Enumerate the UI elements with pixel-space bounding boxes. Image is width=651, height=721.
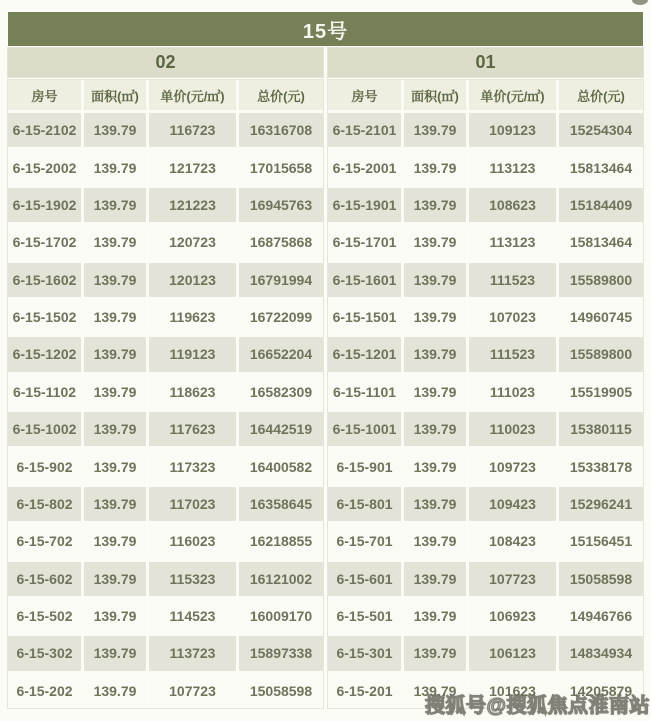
total-price-cell: 16316708 xyxy=(239,113,323,147)
room-cell: 6-15-1702 xyxy=(8,225,81,259)
unit-price-cell: 109723 xyxy=(469,449,556,483)
area-cell: 139.79 xyxy=(84,674,146,708)
room-cell: 6-15-1101 xyxy=(328,375,401,409)
area-cell: 139.79 xyxy=(404,562,466,596)
room-cell: 6-15-2001 xyxy=(328,150,401,184)
unit-price-cell: 117323 xyxy=(149,449,236,483)
unit-price-cell: 117623 xyxy=(149,412,236,446)
total-price-cell: 15296241 xyxy=(559,487,643,521)
sohu-watermark: 搜狐号@搜狐焦点淮南站 xyxy=(424,695,650,717)
unit-01-section xyxy=(328,48,643,708)
total-price-cell: 16652204 xyxy=(239,337,323,371)
room-cell: 6-15-1002 xyxy=(8,412,81,446)
column-header: 总价(元) xyxy=(239,80,323,110)
area-cell: 139.79 xyxy=(84,562,146,596)
total-price-cell: 14946766 xyxy=(559,599,643,633)
unit-price-cell: 115323 xyxy=(149,562,236,596)
table-halves xyxy=(8,48,643,708)
total-price-cell: 14960745 xyxy=(559,300,643,334)
total-price-cell: 16582309 xyxy=(239,375,323,409)
room-cell: 6-15-1601 xyxy=(328,263,401,297)
column-header: 总价(元) xyxy=(559,80,643,110)
area-cell: 139.79 xyxy=(404,524,466,558)
room-cell: 6-15-2102 xyxy=(8,113,81,147)
section-header-02: 02 xyxy=(8,48,323,77)
area-cell: 139.79 xyxy=(84,300,146,334)
unit-price-cell: 117023 xyxy=(149,487,236,521)
area-cell: 139.79 xyxy=(84,449,146,483)
area-cell: 139.79 xyxy=(84,188,146,222)
total-price-cell: 16945763 xyxy=(239,188,323,222)
area-cell: 139.79 xyxy=(84,524,146,558)
area-cell: 139.79 xyxy=(84,225,146,259)
column-header: 单价(元/㎡) xyxy=(469,80,556,110)
area-cell: 139.79 xyxy=(84,337,146,371)
unit-price-cell: 111523 xyxy=(469,263,556,297)
room-cell: 6-15-901 xyxy=(328,449,401,483)
unit-price-cell: 107723 xyxy=(469,562,556,596)
total-price-cell: 16218855 xyxy=(239,524,323,558)
total-price-cell: 14834934 xyxy=(559,636,643,670)
unit-price-cell: 119623 xyxy=(149,300,236,334)
room-cell: 6-15-201 xyxy=(328,674,401,708)
total-price-cell: 15519905 xyxy=(559,375,643,409)
area-cell: 139.79 xyxy=(84,375,146,409)
area-cell: 139.79 xyxy=(404,300,466,334)
total-price-cell: 17015658 xyxy=(239,150,323,184)
area-cell: 139.79 xyxy=(84,636,146,670)
section-header-01: 01 xyxy=(328,48,643,77)
area-cell: 139.79 xyxy=(84,412,146,446)
unit-price-cell: 116723 xyxy=(149,113,236,147)
watermark-fragment xyxy=(632,0,648,5)
unit-price-cell: 118623 xyxy=(149,375,236,409)
total-price-cell: 15058598 xyxy=(239,674,323,708)
unit-price-cell: 116023 xyxy=(149,524,236,558)
total-price-cell: 15338178 xyxy=(559,449,643,483)
area-cell: 139.79 xyxy=(404,487,466,521)
price-table xyxy=(8,12,643,708)
column-header: 面积(㎡) xyxy=(84,80,146,110)
room-cell: 6-15-1902 xyxy=(8,188,81,222)
total-price-cell: 15156451 xyxy=(559,524,643,558)
total-price-cell: 15058598 xyxy=(559,562,643,596)
total-price-cell: 15589800 xyxy=(559,337,643,371)
area-cell: 139.79 xyxy=(404,636,466,670)
total-price-cell: 15813464 xyxy=(559,225,643,259)
room-cell: 6-15-2002 xyxy=(8,150,81,184)
total-price-cell: 15813464 xyxy=(559,150,643,184)
unit-01-grid xyxy=(328,80,643,708)
unit-price-cell: 120723 xyxy=(149,225,236,259)
room-cell: 6-15-702 xyxy=(8,524,81,558)
unit-price-cell: 110023 xyxy=(469,412,556,446)
unit-price-cell: 120123 xyxy=(149,263,236,297)
unit-02-section xyxy=(8,48,323,708)
total-price-cell: 15589800 xyxy=(559,263,643,297)
unit-price-cell: 107723 xyxy=(149,674,236,708)
area-cell: 139.79 xyxy=(84,150,146,184)
room-cell: 6-15-802 xyxy=(8,487,81,521)
column-header: 面积(㎡) xyxy=(404,80,466,110)
unit-price-cell: 106923 xyxy=(469,599,556,633)
area-cell: 139.79 xyxy=(84,599,146,633)
unit-price-cell: 113723 xyxy=(149,636,236,670)
room-cell: 6-15-801 xyxy=(328,487,401,521)
total-price-cell: 15897338 xyxy=(239,636,323,670)
total-price-cell: 15380115 xyxy=(559,412,643,446)
total-price-cell: 16400582 xyxy=(239,449,323,483)
area-cell: 139.79 xyxy=(404,113,466,147)
total-price-cell: 14205879 xyxy=(559,674,643,708)
total-price-cell: 16875868 xyxy=(239,225,323,259)
area-cell: 139.79 xyxy=(404,599,466,633)
area-cell: 139.79 xyxy=(404,375,466,409)
building-title: 15号 xyxy=(8,12,643,46)
unit-price-cell: 121723 xyxy=(149,150,236,184)
unit-price-cell: 119123 xyxy=(149,337,236,371)
total-price-cell: 16358645 xyxy=(239,487,323,521)
room-cell: 6-15-202 xyxy=(8,674,81,708)
room-cell: 6-15-1201 xyxy=(328,337,401,371)
column-header: 单价(元/㎡) xyxy=(149,80,236,110)
room-cell: 6-15-602 xyxy=(8,562,81,596)
room-cell: 6-15-1001 xyxy=(328,412,401,446)
room-cell: 6-15-902 xyxy=(8,449,81,483)
room-cell: 6-15-1502 xyxy=(8,300,81,334)
room-cell: 6-15-502 xyxy=(8,599,81,633)
unit-price-cell: 108423 xyxy=(469,524,556,558)
unit-price-cell: 111023 xyxy=(469,375,556,409)
total-price-cell: 15184409 xyxy=(559,188,643,222)
area-cell: 139.79 xyxy=(84,263,146,297)
unit-price-cell: 107023 xyxy=(469,300,556,334)
room-cell: 6-15-302 xyxy=(8,636,81,670)
area-cell: 139.79 xyxy=(404,225,466,259)
column-header: 房号 xyxy=(8,80,81,110)
total-price-cell: 16009170 xyxy=(239,599,323,633)
area-cell: 139.79 xyxy=(84,113,146,147)
unit-price-cell: 113123 xyxy=(469,225,556,259)
room-cell: 6-15-1602 xyxy=(8,263,81,297)
unit-02-grid xyxy=(8,80,323,708)
unit-price-cell: 111523 xyxy=(469,337,556,371)
room-cell: 6-15-1701 xyxy=(328,225,401,259)
room-cell: 6-15-501 xyxy=(328,599,401,633)
area-cell: 139.79 xyxy=(404,188,466,222)
unit-price-cell: 121223 xyxy=(149,188,236,222)
area-cell: 139.79 xyxy=(404,263,466,297)
room-cell: 6-15-1102 xyxy=(8,375,81,409)
room-cell: 6-15-1901 xyxy=(328,188,401,222)
unit-price-cell: 108623 xyxy=(469,188,556,222)
unit-price-cell: 109423 xyxy=(469,487,556,521)
area-cell: 139.79 xyxy=(404,449,466,483)
area-cell: 139.79 xyxy=(404,412,466,446)
column-header: 房号 xyxy=(328,80,401,110)
area-cell: 139.79 xyxy=(84,487,146,521)
total-price-cell: 16722099 xyxy=(239,300,323,334)
area-cell: 139.79 xyxy=(404,150,466,184)
room-cell: 6-15-701 xyxy=(328,524,401,558)
unit-price-cell: 113123 xyxy=(469,150,556,184)
unit-price-cell: 109123 xyxy=(469,113,556,147)
unit-price-cell: 106123 xyxy=(469,636,556,670)
total-price-cell: 16442519 xyxy=(239,412,323,446)
unit-price-cell: 101623 xyxy=(469,674,556,708)
room-cell: 6-15-601 xyxy=(328,562,401,596)
total-price-cell: 15254304 xyxy=(559,113,643,147)
total-price-cell: 16791994 xyxy=(239,263,323,297)
room-cell: 6-15-2101 xyxy=(328,113,401,147)
room-cell: 6-15-301 xyxy=(328,636,401,670)
room-cell: 6-15-1501 xyxy=(328,300,401,334)
room-cell: 6-15-1202 xyxy=(8,337,81,371)
total-price-cell: 16121002 xyxy=(239,562,323,596)
unit-price-cell: 114523 xyxy=(149,599,236,633)
area-cell: 139.79 xyxy=(404,337,466,371)
area-cell: 139.79 xyxy=(404,674,466,708)
